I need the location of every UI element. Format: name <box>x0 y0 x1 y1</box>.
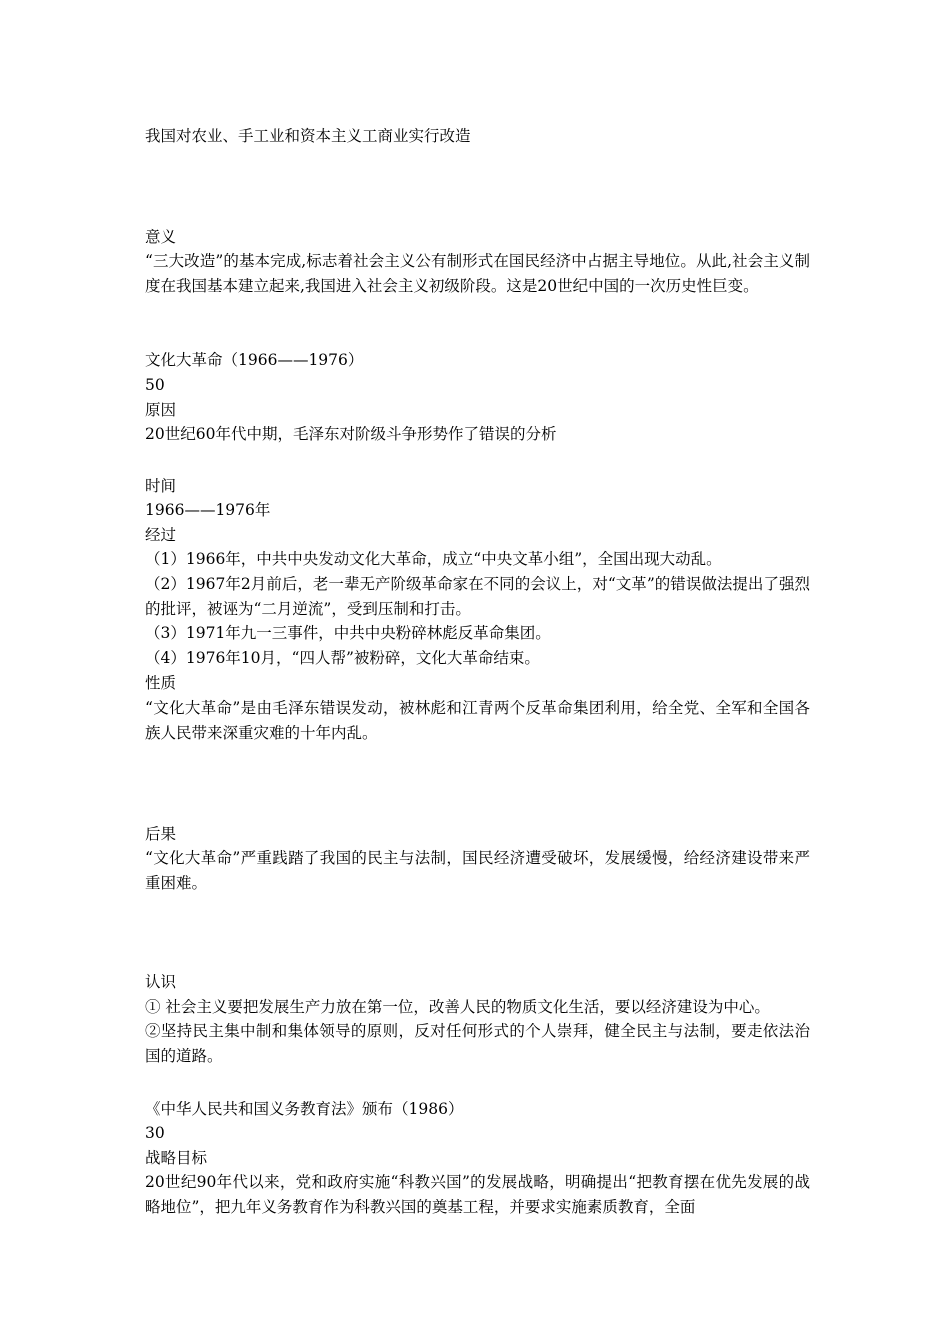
section-heading-process: 经过 <box>145 526 177 544</box>
list-item-process-4: （4）1976年10月，“四人帮”被粉碎，文化大革命结束。 <box>145 649 540 667</box>
paragraph-nature: “文化大革命”是由毛泽东错误发动，被林彪和江青两个反革命集团利用，给全党、全军和全国各族人民带来深重灾难的十年内乱。 <box>145 699 810 742</box>
paragraph-strategic-goal: 20世纪90年代以来，党和政府实施“科教兴国”的发展战略，明确提出“把教育摆在优先发展的战略地位”，把九年义务教育作为科教兴国的奠基工程，并要求实施素质教育，全面 <box>145 1173 810 1216</box>
topic-title-education-law: 《中华人民共和国义务教育法》颁布（1986） <box>145 1100 464 1118</box>
section-heading-nature: 性质 <box>145 674 177 692</box>
paragraph-cause: 20世纪60年代中期，毛泽东对阶级斗争形势作了错误的分析 <box>145 425 557 443</box>
paragraph-time: 1966——1976年 <box>145 501 271 519</box>
paragraph-significance: “三大改造”的基本完成,标志着社会主义公有制形式在国民经济中占据主导地位。从此,社会主义制度在我国基本建立起来,我国进入社会主义初级阶段。这是20世纪中国的一次历史性巨变。 <box>145 252 810 295</box>
topic-title-cultural-revolution: 文化大革命（1966——1976） <box>145 351 364 369</box>
document-title: 我国对农业、手工业和资本主义工商业实行改造 <box>145 127 471 145</box>
topic-score: 50 <box>145 376 165 394</box>
list-item-lesson-2: ②坚持民主集中制和集体领导的原则，反对任何形式的个人崇拜，健全民主与法制，要走依法治国的道路。 <box>145 1022 810 1065</box>
list-item-process-1: （1）1966年，中共中央发动文化大革命，成立“中央文革小组”，全国出现大动乱。 <box>145 550 722 568</box>
topic-score-education: 30 <box>145 1124 165 1142</box>
list-item-process-2: （2）1967年2月前后，老一辈无产阶级革命家在不同的会议上，对“文革”的错误做法提出了强烈的批评，被诬为“二月逆流”，受到压制和打击。 <box>145 575 810 618</box>
paragraph-consequence: “文化大革命”严重践踏了我国的民主与法制，国民经济遭受破坏，发展缓慢，给经济建设带来严重困难。 <box>145 849 810 892</box>
section-heading-cause: 原因 <box>145 401 177 419</box>
section-heading-time: 时间 <box>145 477 177 495</box>
list-item-lesson-1: ① 社会主义要把发展生产力放在第一位，改善人民的物质文化生活，要以经济建设为中心。 <box>145 998 770 1016</box>
section-heading-significance: 意义 <box>145 228 177 246</box>
list-item-process-3: （3）1971年九一三事件，中共中央粉碎林彪反革命集团。 <box>145 624 551 642</box>
section-heading-strategic-goal: 战略目标 <box>145 1149 208 1167</box>
section-heading-lesson: 认识 <box>145 973 177 991</box>
section-heading-consequence: 后果 <box>145 825 177 843</box>
